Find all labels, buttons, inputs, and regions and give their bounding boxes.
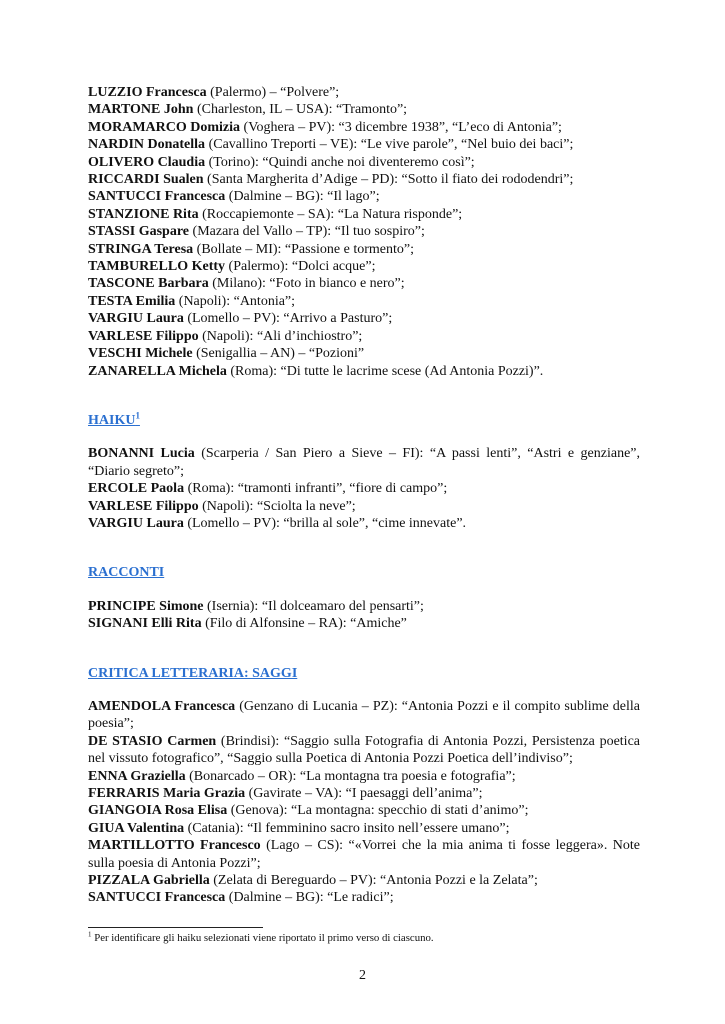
entry-details: (Roma): “tramonti infranti”, “fiore di campo”; [184, 481, 448, 497]
list-item [88, 615, 640, 632]
author-firstname: Carmen [167, 733, 217, 749]
author-firstname: Laura [146, 311, 184, 327]
entry-details: (Senigallia – AN) – “Pozioni” [192, 346, 365, 362]
entry-details: (Genzano di Lucania – PZ): “Antonia Pozzi e il compito sublime della poesia”; [88, 698, 640, 732]
author-name [88, 734, 216, 749]
author-firstname: Rosa Elisa [164, 803, 228, 819]
entry-details: (Dalmine – BG): “Il lago”; [225, 189, 380, 205]
entry-details: (Palermo) – “Polvere”; [206, 85, 340, 100]
list-item [88, 293, 640, 310]
entry-details: (Lago – CS): “«Vorrei che la mia anima ti fosse leggera». Note sulla poesia di Antonia Pozzi”; [88, 838, 640, 871]
author-surname: TAMBURELLO [88, 259, 189, 275]
list-item [88, 101, 640, 118]
haiku-heading [88, 412, 640, 429]
author-firstname: Paola [150, 481, 185, 497]
list-item [88, 223, 640, 240]
author-name [88, 172, 204, 187]
author-name [88, 102, 193, 117]
list-item [88, 802, 640, 819]
author-name [88, 242, 193, 257]
entry-details: (Torino): “Quindi anche noi diventeremo così”; [205, 154, 475, 170]
author-firstname: Michela [178, 363, 227, 379]
author-surname: PRINCIPE [88, 598, 156, 614]
author-firstname: Elli Rita [151, 616, 202, 632]
author-surname: PIZZALA [88, 873, 150, 889]
author-firstname: Domizia [190, 119, 241, 135]
author-name [88, 137, 205, 152]
author-firstname: Barbara [158, 276, 209, 292]
entry-details: (Napoli): “Antonia”; [175, 293, 296, 309]
author-surname: OLIVERO [88, 154, 155, 170]
author-name [88, 446, 195, 461]
author-firstname: Valentina [127, 820, 185, 836]
author-name [88, 699, 235, 714]
author-surname: SIGNANI [88, 616, 148, 632]
author-firstname: Francesca [164, 189, 226, 205]
author-firstname: Gabriella [152, 873, 210, 889]
author-name [88, 329, 199, 344]
author-surname: VESCHI [88, 346, 142, 362]
list-item [88, 872, 640, 889]
author-surname: MORAMARCO [88, 119, 187, 135]
author-name [88, 803, 227, 818]
entry-details: (Scarperia / San Piero a Sieve – FI): “A passi lenti”, “Astri e genziane”, “Diario segreto”; [88, 446, 640, 479]
entry-details: (Bollate – MI): “Passione e tormento”; [193, 241, 415, 257]
author-surname: TASCONE [88, 276, 155, 292]
author-surname: BONANNI [88, 446, 155, 462]
author-name [88, 499, 199, 514]
footnote [88, 932, 640, 945]
entry-details: (Isernia): “Il dolceamaro del pensarti”; [203, 598, 424, 614]
author-name [88, 599, 204, 614]
author-firstname: Francesca [164, 890, 226, 906]
list-item [88, 515, 640, 532]
entry-details: (Palermo): “Dolci acque”; [225, 259, 376, 275]
author-firstname: Rita [172, 206, 199, 222]
list-item [88, 171, 640, 188]
author-firstname: Laura [146, 515, 184, 531]
list-item [88, 310, 640, 327]
author-name [88, 120, 240, 135]
list-item [88, 258, 640, 275]
list-item [88, 241, 640, 258]
list-item [88, 345, 640, 362]
author-firstname: Gaspare [138, 224, 190, 240]
author-surname: MARTILLOTTO [88, 838, 195, 854]
author-firstname: Sualen [163, 172, 204, 188]
author-firstname: Emilia [135, 293, 176, 309]
footnote-text: Per identificare gli haiku selezionati viene riportato il primo verso di ciascuno. [91, 931, 434, 944]
page-number: 2 [359, 967, 366, 983]
author-surname: VARGIU [88, 515, 143, 531]
author-firstname: Simone [159, 598, 204, 614]
author-name [88, 890, 225, 905]
list-item [88, 119, 640, 136]
entry-details: (Filo di Alfonsine – RA): “Amiche” [201, 616, 407, 632]
author-surname: VARLESE [88, 328, 153, 344]
footnote-number: 1 [88, 930, 92, 939]
entry-details: (Lomello – PV): “brilla al sole”, “cime innevate”. [183, 515, 467, 531]
author-surname: TESTA [88, 293, 133, 309]
author-firstname: Michele [145, 346, 193, 362]
author-surname: STRINGA [88, 241, 152, 257]
footnote-separator [88, 927, 263, 928]
document-body [88, 84, 640, 907]
list-item [88, 598, 640, 615]
author-surname: DE STASIO [88, 733, 163, 749]
author-firstname: Lucia [160, 446, 195, 462]
entry-details: (Napoli): “Sciolta la neve”; [198, 498, 356, 514]
author-firstname: Francesca [145, 85, 207, 100]
entry-details: (Genova): “La montagna: specchio di stati d’animo”; [227, 803, 529, 819]
author-name [88, 155, 205, 170]
author-firstname: Ketty [191, 259, 226, 275]
author-name [88, 786, 245, 801]
author-surname: ERCOLE [88, 481, 148, 497]
entry-details: (Roccapiemonte – SA): “La Natura risponde”; [198, 206, 463, 222]
author-name [88, 838, 261, 853]
list-item [88, 154, 640, 171]
author-firstname: Francesca [174, 698, 236, 714]
list-item [88, 480, 640, 497]
list-item [88, 498, 640, 515]
author-surname: STASSI [88, 224, 136, 240]
list-item [88, 445, 640, 480]
author-surname: SANTUCCI [88, 890, 162, 906]
critica-heading: CRITICA LETTERARIA: SAGGI [88, 665, 298, 681]
author-surname: STANZIONE [88, 206, 170, 222]
author-name [88, 821, 184, 836]
author-firstname: Donatella [147, 137, 206, 153]
author-name [88, 276, 209, 291]
entry-details: (Milano): “Foto in bianco e nero”; [208, 276, 405, 292]
author-surname: AMENDOLA [88, 698, 171, 714]
entry-details: (Roma): “Di tutte le lacrime scese (Ad Antonia Pozzi)”. [226, 363, 544, 379]
entry-details: (Cavallino Treporti – VE): “Le vive parole”, “Nel buio dei baci”; [205, 137, 574, 153]
author-surname: GIUA [88, 820, 124, 836]
author-surname: FERRARIS [88, 786, 160, 801]
author-name [88, 364, 227, 379]
author-name [88, 616, 202, 631]
footnote-reference: 1 [135, 410, 140, 421]
author-surname: ZANARELLA [88, 363, 176, 379]
author-firstname: Teresa [154, 241, 194, 257]
author-firstname: Filippo [155, 328, 199, 344]
author-name [88, 259, 225, 274]
author-name [88, 769, 186, 784]
author-firstname: John [163, 102, 194, 118]
author-name [88, 189, 225, 204]
author-surname: VARGIU [88, 311, 143, 327]
poetry-entries-list [88, 84, 640, 380]
author-surname: VARLESE [88, 498, 153, 514]
entry-details: (Zelata di Bereguardo – PV): “Antonia Pozzi e la Zelata”; [209, 873, 538, 889]
author-name [88, 516, 184, 531]
haiku-entries-list [88, 445, 640, 532]
author-surname: GIANGOIA [88, 803, 162, 819]
racconti-entries-list [88, 598, 640, 633]
author-surname: SANTUCCI [88, 189, 162, 205]
author-firstname: Maria Grazia [163, 786, 246, 801]
author-firstname: Claudia [157, 154, 206, 170]
author-surname: LUZZIO [88, 85, 143, 100]
list-item [88, 188, 640, 205]
critica-entries-list [88, 698, 640, 907]
entry-details: (Catania): “Il femminino sacro insito nell’essere umano”; [184, 820, 510, 836]
author-firstname: Francesco [200, 838, 261, 854]
list-item [88, 206, 640, 223]
haiku-heading-text: HAIKU [88, 412, 136, 428]
entry-details: (Lomello – PV): “Arrivo a Pasturo”; [183, 311, 393, 327]
list-item [88, 136, 640, 153]
entry-details: (Santa Margherita d’Adige – PD): “Sotto il fiato dei rododendri”; [203, 172, 574, 188]
author-name [88, 224, 189, 239]
entry-details: (Napoli): “Ali d’inchiostro”; [198, 328, 363, 344]
author-surname: RICCARDI [88, 172, 160, 188]
author-name [88, 294, 175, 309]
author-name [88, 207, 199, 222]
list-item [88, 275, 640, 292]
author-surname: ENNA [88, 768, 127, 784]
author-name [88, 481, 184, 496]
list-item [88, 84, 640, 101]
list-item [88, 785, 640, 802]
racconti-heading: RACCONTI [88, 565, 165, 581]
author-firstname: Filippo [155, 498, 199, 514]
entry-details: (Bonarcado – OR): “La montagna tra poesia e fotografia”; [185, 768, 516, 784]
author-name [88, 346, 193, 361]
list-item [88, 768, 640, 785]
author-name [88, 873, 210, 888]
entry-details: (Brindisi): “Saggio sulla Fotografia di Antonia Pozzi, Persistenza poetica nel vissuto fotografico”, “Saggio sulla Poetica di Antonia Pozzi Poetica dell’indiviso”; [88, 733, 641, 767]
list-item [88, 363, 640, 380]
author-name [88, 311, 184, 326]
list-item [88, 820, 640, 837]
list-item [88, 733, 640, 768]
list-item [88, 889, 640, 906]
page-footer [88, 927, 640, 1014]
entry-details: (Gavirate – VA): “I paesaggi dell’anima”; [245, 786, 483, 801]
entry-details: (Dalmine – BG): “Le radici”; [225, 890, 394, 906]
list-item [88, 837, 640, 872]
list-item [88, 698, 640, 733]
entry-details: (Mazara del Vallo – TP): “Il tuo sospiro”; [189, 224, 425, 240]
author-surname: MARTONE [88, 102, 161, 118]
author-name [88, 85, 207, 100]
list-item [88, 328, 640, 345]
entry-details: (Voghera – PV): “3 dicembre 1938”, “L’eco di Antonia”; [240, 119, 562, 135]
entry-details: (Charleston, IL – USA): “Tramonto”; [193, 102, 408, 118]
author-surname: NARDIN [88, 137, 144, 153]
author-firstname: Graziella [130, 768, 186, 784]
